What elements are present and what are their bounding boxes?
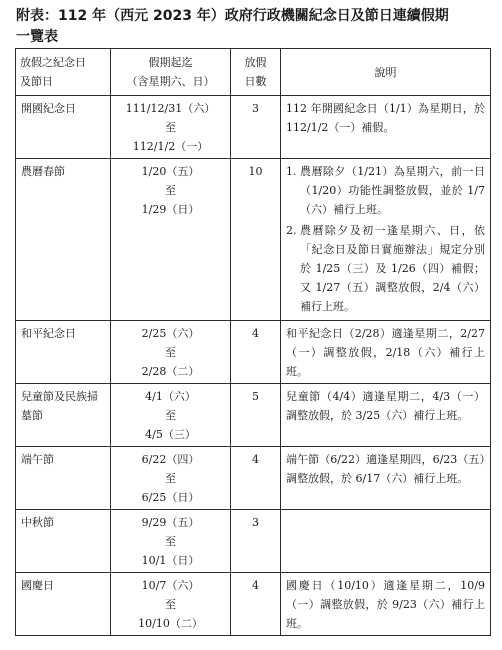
- period-end: 4/5（三）: [145, 428, 196, 441]
- period-end: 10/10（二）: [138, 617, 203, 630]
- period-start: 6/22（四）: [141, 453, 200, 466]
- period-end: 2/28（二）: [141, 365, 200, 378]
- period-start: 4/1（六）: [145, 390, 196, 403]
- note-text: 國慶日（10/10）適逢星期二，10/9（一）調整放假，於 9/23（六）補行上班。: [286, 579, 485, 630]
- holiday-days: 10: [231, 159, 281, 321]
- holiday-days: 4: [231, 573, 281, 636]
- header-note: 說明: [281, 49, 491, 96]
- holiday-period: [111, 573, 231, 636]
- holiday-days: 3: [231, 510, 281, 573]
- title-line-1: 附表：112 年（西元 2023 年）政府行政機關紀念日及節日連續假期: [16, 8, 449, 24]
- holiday-name: 中秋節: [16, 510, 111, 573]
- table-row: [16, 384, 491, 447]
- table-row: [16, 447, 491, 510]
- header-row: [16, 49, 491, 96]
- note-text: 和平紀念日（2/28）適逢星期二，2/27（一）調整放假，2/18（六）補行上班。: [286, 327, 485, 378]
- holiday-table: [15, 48, 491, 636]
- table-row: [16, 573, 491, 636]
- period-to: 至: [165, 184, 176, 197]
- holiday-period: [111, 447, 231, 510]
- period-start: 111/12/31（六）: [125, 102, 216, 115]
- period-to: 至: [165, 409, 176, 422]
- period-to: 至: [165, 472, 176, 485]
- period-to: 至: [165, 535, 176, 548]
- note-text: 112 年開國紀念日（1/1）為星期日，於 112/1/2（一）補假。: [286, 102, 485, 134]
- holiday-name: 農曆春節: [16, 159, 111, 321]
- holiday-name: 兒童節及民族掃墓節: [16, 384, 111, 447]
- note-list: [286, 162, 485, 316]
- table-row: [16, 96, 491, 159]
- holiday-period: [111, 510, 231, 573]
- period-start: 9/29（五）: [141, 516, 200, 529]
- period-to: 至: [165, 121, 176, 134]
- holiday-days: 5: [231, 384, 281, 447]
- note-text: 端午節（6/22）適逢星期四，6/23（五）調整放假，於 6/17（六）補行上班。: [286, 453, 485, 485]
- header-name: 放假之紀念日 及節日: [16, 49, 111, 96]
- holiday-note: [281, 96, 491, 159]
- holiday-days: 4: [231, 321, 281, 384]
- period-end: 1/29（日）: [141, 203, 200, 216]
- holiday-name: 開國紀念日: [16, 96, 111, 159]
- holiday-period: [111, 384, 231, 447]
- table-row: [16, 510, 491, 573]
- holiday-note: [281, 321, 491, 384]
- period-start: 10/7（六）: [141, 579, 200, 592]
- holiday-note: [281, 573, 491, 636]
- holiday-days: 3: [231, 96, 281, 159]
- holiday-period: [111, 96, 231, 159]
- period-start: 2/25（六）: [141, 327, 200, 340]
- note-text: 兒童節（4/4）適逢星期二，4/3（一）調整放假，於 3/25（六）補行上班。: [286, 390, 485, 422]
- holiday-note: [281, 384, 491, 447]
- table-row: [16, 159, 491, 321]
- holiday-period: [111, 159, 231, 321]
- period-to: 至: [165, 346, 176, 359]
- note-item: 1. 農曆除夕（1/21）為星期六，前一日（1/20）功能性調整放假，並於 1/7（六）補行上班。: [300, 162, 485, 219]
- period-end: 112/1/2（一）: [132, 140, 209, 153]
- title-line-2: 一覽表: [16, 29, 58, 45]
- holiday-days: 4: [231, 447, 281, 510]
- note-item: 2. 農曆除夕及初一逢星期六、日，依「紀念日及節日實施辦法」規定分別於 1/25（三）及 1/26（四）補假；又 1/27（五）調整放假，2/4（六）補行上班。: [300, 221, 485, 316]
- holiday-note: [281, 510, 491, 573]
- holiday-name: 端午節: [16, 447, 111, 510]
- holiday-note: [281, 159, 491, 321]
- document-title: [16, 6, 496, 48]
- period-to: 至: [165, 598, 176, 611]
- period-end: 6/25（日）: [141, 491, 200, 504]
- header-days: 放假 日數: [231, 49, 281, 96]
- table-row: [16, 321, 491, 384]
- holiday-name: 國慶日: [16, 573, 111, 636]
- holiday-note: [281, 447, 491, 510]
- header-period: 假期起迄 （含星期六、日）: [111, 49, 231, 96]
- period-end: 10/1（日）: [141, 554, 200, 567]
- holiday-name: 和平紀念日: [16, 321, 111, 384]
- holiday-period: [111, 321, 231, 384]
- period-start: 1/20（五）: [141, 165, 200, 178]
